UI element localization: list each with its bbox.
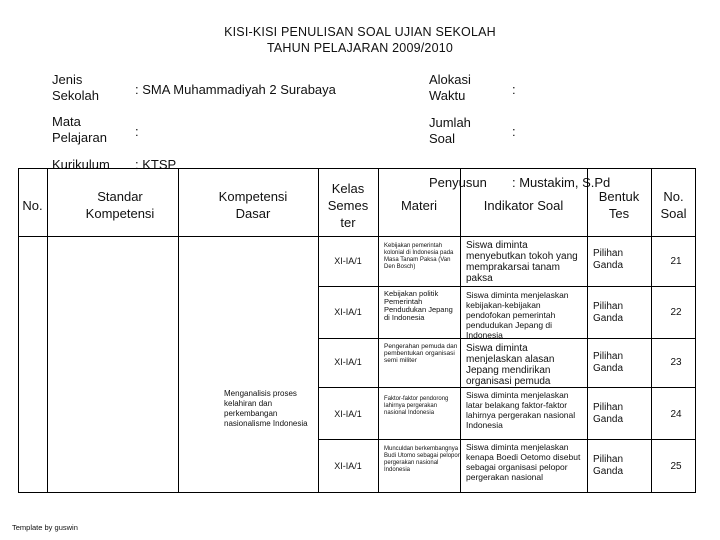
jumlah-soal-value: : xyxy=(512,124,516,139)
row-bentuk-line2: Ganda xyxy=(593,313,624,324)
mata-pelajaran-label-line2: Pelajaran xyxy=(52,130,107,145)
penyusun-label: Penyusun xyxy=(429,175,487,190)
alokasi-waktu-label-line2: Waktu xyxy=(429,88,466,103)
header-standar-line2: Kompetensi xyxy=(85,206,155,221)
row-kelas: XI-IA/1 xyxy=(334,461,362,471)
jumlah-soal-label-line2: Soal xyxy=(429,131,456,146)
row-kelas: XI-IA/1 xyxy=(334,307,362,317)
document-title: KISI-KISI PENULISAN SOAL UJIAN SEKOLAH xyxy=(224,25,496,39)
row-no-soal: 23 xyxy=(670,357,682,368)
row-kelas: XI-IA/1 xyxy=(334,357,362,367)
row-materi: Pengerahan pemuda dan pembentukan organisasi semi militer xyxy=(384,343,458,364)
row-bentuk-line1: Pilihan xyxy=(593,248,624,259)
penyusun-value: : Mustakim, S.Pd xyxy=(512,175,611,190)
row-indikator: Siswa diminta menjelaskan latar belakang faktor-faktor lahirnya pergerakan nasional Indonesia xyxy=(466,390,576,430)
row-bentuk-line1: Pilihan xyxy=(593,301,624,312)
header-no-soal xyxy=(651,188,696,222)
row-bentuk-tes xyxy=(593,454,648,478)
row-materi: Faktor-faktor pendorong lahirnya pergerakan nasional Indonesia xyxy=(384,396,449,416)
row-bentuk-line2: Ganda xyxy=(593,363,624,374)
header-kompetensi-dasar xyxy=(194,188,312,222)
header-indikator-soal: Indikator Soal xyxy=(483,198,564,213)
template-credit: Template by guswin xyxy=(12,523,78,532)
header-standar-kompetensi xyxy=(47,188,193,222)
header-kelas-line3: ter xyxy=(340,215,356,230)
header-standar-line1: Standar xyxy=(97,189,143,204)
row-bentuk-line2: Ganda xyxy=(593,260,624,271)
jenis-sekolah-label xyxy=(52,72,99,104)
jenis-sekolah-label-line1: Jenis xyxy=(52,72,83,87)
row-materi: Kebijakan pemerintah kolonial di Indonesia pada Masa Tanam Paksa (Van Den Bosch) xyxy=(384,243,454,270)
header-kelas-line1: Kelas xyxy=(331,181,365,196)
row-bentuk-tes xyxy=(593,402,648,426)
kompetensi-dasar-text: Menganalisis proses kelahiran dan perkembangan nasionalisme Indonesia xyxy=(224,389,308,428)
row-indikator: Siswa diminta menjelaskan kenapa Boedi Oetomo disebut sebagai organisasi pelopor pergerakan nasional xyxy=(466,442,581,482)
row-bentuk-line1: Pilihan xyxy=(593,351,624,362)
row-no-soal: 24 xyxy=(670,409,682,420)
header-kelas-line2: Semes xyxy=(327,198,369,213)
row-divider xyxy=(318,439,696,440)
row-divider xyxy=(318,387,696,388)
row-kelas: XI-IA/1 xyxy=(334,409,362,419)
row-materi: Munculdan berkembangnya Budi Utomo sebagai pelopor pergerakan nasional Indonesia xyxy=(384,446,460,473)
row-bentuk-line2: Ganda xyxy=(593,466,624,477)
row-indikator: Siswa diminta menjelaskan kebijakan-kebijakan pendofokan pemerintah pendudukan Jepang di Indonesia xyxy=(466,290,569,340)
header-kompetensi-line2: Dasar xyxy=(235,206,271,221)
document-subtitle: TAHUN PELAJARAN 2009/2010 xyxy=(266,41,454,55)
jumlah-soal-label xyxy=(429,115,471,147)
row-divider xyxy=(318,286,696,287)
row-materi: Kebijakan politik Pemerintah Pendudukan Jepang di Indonesia xyxy=(384,289,453,322)
header-nosoal-line2: Soal xyxy=(660,206,687,221)
row-bentuk-tes xyxy=(593,248,648,272)
row-bentuk-line1: Pilihan xyxy=(593,402,624,413)
header-kelas-semester xyxy=(318,180,378,231)
mata-pelajaran-label-line1: Mata xyxy=(52,114,81,129)
mata-pelajaran-value: : xyxy=(135,124,139,139)
column-divider xyxy=(378,168,379,493)
header-no: No. xyxy=(22,198,43,213)
row-no-soal: 25 xyxy=(670,461,682,472)
row-bentuk-line1: Pilihan xyxy=(593,454,624,465)
row-kelas: XI-IA/1 xyxy=(334,256,362,266)
header-bentuk-line1: Bentuk xyxy=(598,189,640,204)
column-divider xyxy=(460,168,461,493)
row-bentuk-tes xyxy=(593,301,648,325)
header-nosoal-line1: No. xyxy=(663,189,684,204)
alokasi-waktu-value: : xyxy=(512,82,516,97)
row-indikator: Siswa diminta menjelaskan alasan Jepang mendirikan organisasi pemuda xyxy=(466,343,555,387)
jenis-sekolah-value: : SMA Muhammadiyah 2 Surabaya xyxy=(135,82,336,97)
kurikulum-label: Kurikulum xyxy=(52,157,110,172)
header-bentuk-tes xyxy=(587,188,651,222)
jumlah-soal-label-line1: Jumlah xyxy=(429,115,471,130)
row-indikator: Siswa diminta menyebutkan tokoh yang memprakarsai tanam paksa xyxy=(466,240,578,284)
row-no-soal: 21 xyxy=(670,256,682,267)
header-bentuk-line2: Tes xyxy=(608,206,630,221)
header-kompetensi-line1: Kompetensi xyxy=(218,189,288,204)
row-bentuk-line2: Ganda xyxy=(593,414,624,425)
kurikulum-value: : KTSP xyxy=(135,157,177,172)
alokasi-waktu-label-line1: Alokasi xyxy=(429,72,471,87)
alokasi-waktu-label xyxy=(429,72,471,104)
header-row-divider xyxy=(18,236,696,237)
mata-pelajaran-label xyxy=(52,114,107,146)
row-no-soal: 22 xyxy=(670,307,682,318)
row-bentuk-tes xyxy=(593,351,648,375)
jenis-sekolah-label-line2: Sekolah xyxy=(52,88,99,103)
header-materi: Materi xyxy=(400,198,438,213)
